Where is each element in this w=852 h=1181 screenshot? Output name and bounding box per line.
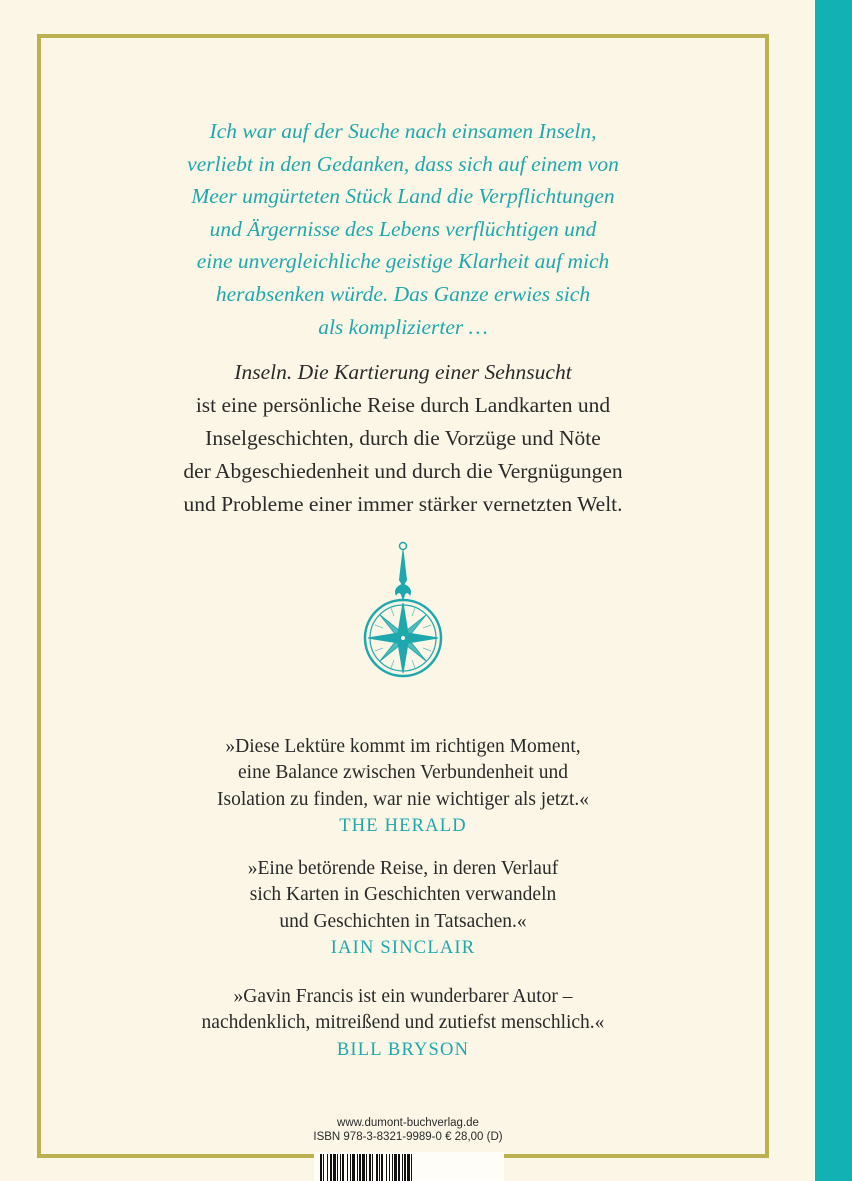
book-description — [37, 356, 769, 521]
barcode-bar — [320, 1154, 322, 1181]
publisher-website: www.dumont-buchverlag.de — [337, 1117, 479, 1129]
barcode-bar — [411, 1154, 412, 1181]
quote-line: nachdenklich, mitreißend und zutiefst menschlich.« — [201, 1012, 605, 1034]
intro-quote — [37, 115, 769, 343]
quote-line: sich Karten in Geschichten verwandeln — [249, 884, 557, 906]
quote-line: Isolation zu finden, war nie wichtiger als jetzt.« — [216, 788, 589, 810]
intro-line: herabsenken würde. Das Ganze erwies sich — [215, 281, 591, 306]
review-quote-bryson — [37, 984, 769, 1063]
barcode-bar — [402, 1154, 403, 1181]
barcode-bar — [392, 1154, 393, 1181]
barcode-bar — [337, 1154, 338, 1181]
quote-source: IAIN SINCLAIR — [330, 938, 476, 959]
barcode-bar — [379, 1154, 380, 1181]
barcode-bar — [376, 1154, 378, 1181]
description-line: ist eine persönliche Reise durch Landkarten und — [195, 393, 611, 417]
barcode-bar — [340, 1154, 341, 1181]
barcode-bar — [333, 1154, 336, 1181]
description-line: der Abgeschiedenheit und durch die Vergnügungen — [183, 459, 623, 483]
barcode-bar — [350, 1154, 351, 1181]
quote-line: und Geschichten in Tatsachen.« — [279, 910, 527, 932]
review-quote-sinclair — [37, 856, 769, 962]
barcode-bar — [366, 1154, 367, 1181]
intro-line: Meer umgürteten Stück Land die Verpflichtungen — [191, 184, 615, 209]
barcode-bar — [362, 1154, 365, 1181]
isbn-price: ISBN 978-3-8321-9989-0 € 28,00 (D) — [313, 1131, 503, 1143]
barcode-bar — [359, 1154, 361, 1181]
barcode-bar — [381, 1154, 383, 1181]
quote-source: THE HERALD — [339, 816, 467, 837]
description-line: Inselgeschichten, durch die Vorzüge und Nöte — [205, 426, 601, 450]
barcode-bar — [342, 1154, 344, 1181]
barcode-bar — [352, 1154, 355, 1181]
barcode-bar — [369, 1154, 371, 1181]
barcode-bar — [389, 1154, 390, 1181]
barcode-bar — [323, 1154, 324, 1181]
barcode-bar — [404, 1154, 406, 1181]
intro-line: und Ärgernisse des Lebens verflüchtigen und — [209, 216, 597, 241]
barcode-bar — [357, 1154, 358, 1181]
barcode-bar — [327, 1154, 328, 1181]
barcode-bar — [372, 1154, 373, 1181]
barcode-bar — [386, 1154, 387, 1181]
quote-line: »Eine betörende Reise, in deren Verlauf — [247, 858, 559, 879]
compass-rose-icon — [353, 540, 453, 690]
barcode-bar — [398, 1154, 400, 1181]
quote-line: eine Balance zwischen Verbundenheit und — [238, 762, 568, 784]
review-quote-herald — [37, 734, 769, 840]
quote-source: BILL BRYSON — [336, 1039, 470, 1060]
barcode-bar — [394, 1154, 397, 1181]
intro-line: verliebt in den Gedanken, dass sich auf einem von — [187, 151, 619, 176]
spine-stripe — [815, 0, 852, 1181]
intro-line: als komplizierter … — [318, 314, 488, 339]
intro-line: eine unvergleichliche geistige Klarheit auf mich — [196, 249, 610, 274]
book-title: Inseln. Die Kartierung einer Sehnsucht — [234, 360, 572, 384]
barcode-bar — [407, 1154, 410, 1181]
quote-line: »Gavin Francis ist ein wunderbarer Autor – — [233, 986, 573, 1007]
barcode-bar — [330, 1154, 332, 1181]
quote-line: »Diese Lektüre kommt im richtigen Moment, — [225, 736, 581, 757]
intro-line: Ich war auf der Suche nach einsamen Inseln, — [209, 119, 597, 143]
barcode-icon — [314, 1152, 504, 1181]
barcode-bar — [347, 1154, 348, 1181]
description-line: und Probleme einer immer stärker vernetzten Welt. — [183, 492, 623, 516]
